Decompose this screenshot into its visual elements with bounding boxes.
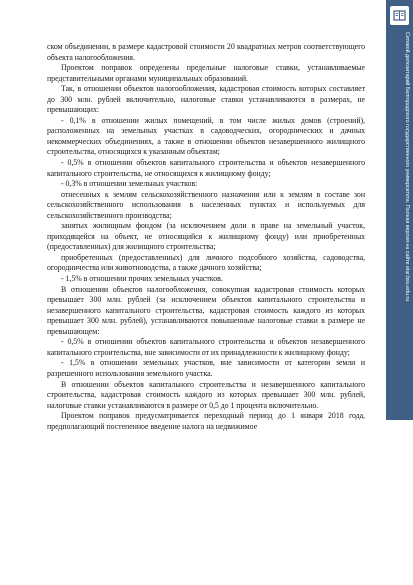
paragraph: ском объединении, в размере кадастровой стоимости 20 квадратных метров соответствующего объекта налогообложения. xyxy=(47,42,365,62)
paragraph: Проектом поправок предусматривается переходный период до 1 января 2018 года, предполагающий постепенное введение налога на недвижимое xyxy=(47,411,365,431)
sub-item: занятых жилищным фондом (за исключением доли в праве на земельный участок, приходящейся на объект, не относящийся к жилищному фонду) или приобретенных (предоставленных) для жилищного строительства; xyxy=(47,221,365,252)
list-item: - 0,3% в отношении земельных участков: xyxy=(61,179,198,189)
repository-side-strip xyxy=(386,0,413,420)
paragraph: В отношении объектов капитального строительства и незавершенного капитального строительства, кадастровая стоимость каждого из которых превышает 300 млн. рублей, налоговые ставки устанавливаются в размере от 0,5 до 1 процента включительно. xyxy=(47,379,365,410)
document-body xyxy=(47,42,365,432)
list-item: - 0,5% в отношении объектов капитального строительства и объектов незавершенного капитального строительства, вне зависимости от их принадлежности к жилищному фонду; xyxy=(47,337,365,357)
paragraph: Так, в отношении объектов налогообложения, кадастровая стоимость которых составляет до 300 млн. рублей включительно, налоговые ставки устанавливаются в размерах, не превышающих: xyxy=(47,84,365,115)
list-item: - 1,5% в отношении земельных участков, вне зависимости от категории земли и разрешенного использования земельного участка. xyxy=(47,358,365,378)
list-item: - 0,1% в отношении жилых помещений, в том числе жилых домов (строений), расположенных на земельных участках в садоводческих, огороднических и дачных некоммерческих объединениях, а также в отношении объектов незавершенного жилищного строительства, относящихся к указанным объектам; xyxy=(47,115,365,157)
repository-watermark-text: Сетевой депозитарий Белгородского государственного университета. Полная версия на сайте elar.bsu.edu.ru xyxy=(404,32,410,302)
library-logo-icon xyxy=(390,6,409,25)
library-logo-icon-graphic xyxy=(393,9,406,22)
list-item: - 1,5% в отношении прочих земельных участков. xyxy=(61,274,223,284)
list-item: - 0,5% в отношении объектов капитального строительства и объектов незавершенного капитального строительства, не относящихся к жилищному фонду; xyxy=(47,158,365,178)
sub-item: отнесенных к землям сельскохозяйственного назначения или к землям в составе зон сельскохозяйственного использования в населенных пунктах и используемых для сельскохозяйственного производства; xyxy=(47,189,365,220)
paragraph: В отношении объектов налогообложения, совокупная кадастровая стоимость которых превышает 300 млн. рублей (за исключением объектов капитального строительства и незавершенного капитального строительства, кадастровая стоимость каждого из которых превышает 300 млн. рублей), устанавливаются повышенные налоговые ставки в размере не превышающем: xyxy=(47,284,365,336)
sub-item: приобретенных (предоставленных) для личного подсобного хозяйства, садоводства, огородничества или животноводства, а также дачного хозяйства; xyxy=(47,252,365,273)
paragraph: Проектом поправок определены предельные налоговые ставки, устанавливаемые представительными органами муниципальных образований. xyxy=(47,63,365,83)
